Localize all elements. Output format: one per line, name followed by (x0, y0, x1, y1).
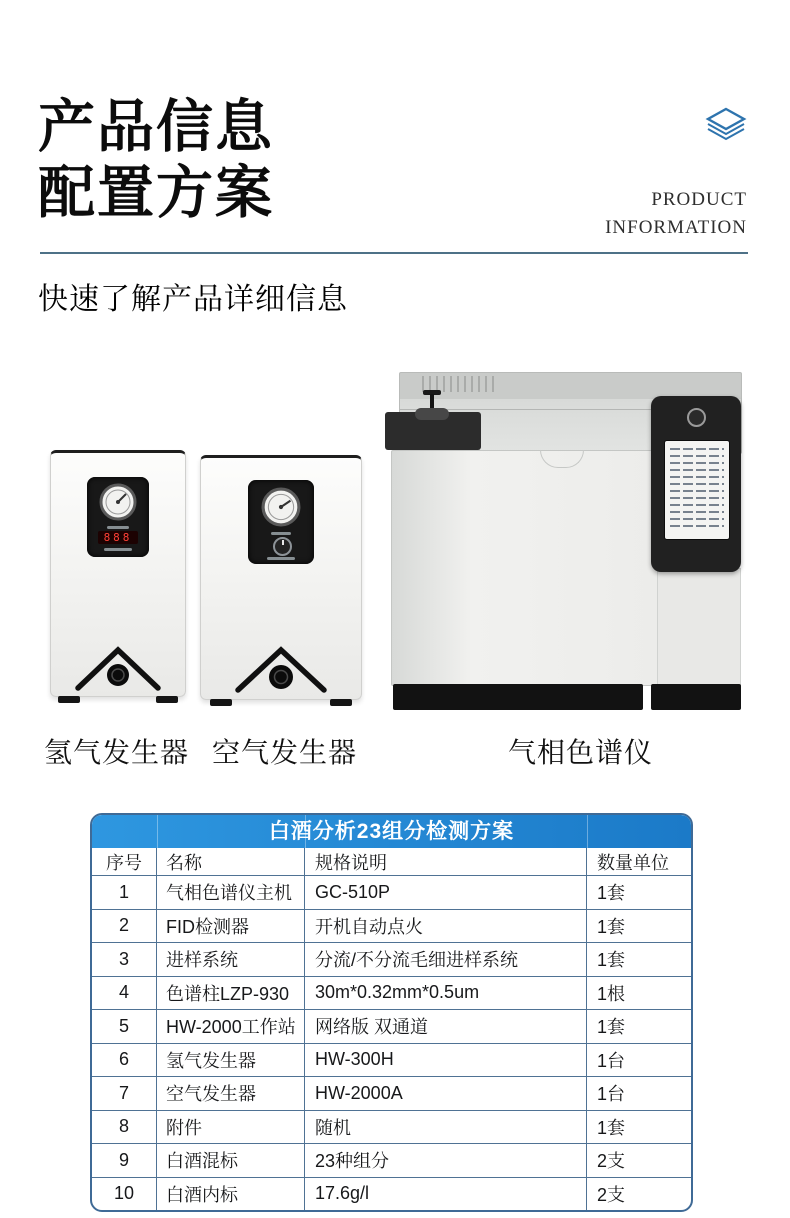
gc-base (651, 684, 741, 710)
table-cell: 6 (92, 1044, 157, 1077)
table-cell: 1套 (597, 916, 626, 937)
device-foot (58, 696, 80, 703)
table-cell: HW-2000工作站 (157, 1010, 305, 1043)
page-title-line1: 产品信息 (38, 94, 274, 160)
gas-chromatograph-image (385, 368, 743, 712)
heading-divider (40, 252, 748, 254)
caption-hydrogen-generator: 氢气发生器 (44, 737, 190, 768)
table-cell: 氢气发生器 (157, 1044, 305, 1077)
en-line1: PRODUCT (651, 189, 747, 210)
pressure-gauge-icon (261, 487, 301, 532)
table-cell: 网络版 双通道 (305, 1010, 587, 1043)
table-row (92, 1010, 691, 1044)
table-row (92, 910, 691, 944)
led-display: 888 (98, 531, 138, 544)
title-divider (587, 815, 588, 848)
table-cell: 色谱柱LZP-930 (157, 977, 305, 1010)
table-cell: GC-510P (305, 876, 587, 909)
table-cell: HW-2000A (305, 1077, 587, 1110)
table-cell: 1套 (597, 1117, 626, 1138)
column-header-qty: 数量单位 (597, 852, 669, 873)
caption-gas-chromatograph: 气相色谱仪 (508, 737, 654, 768)
table-row (92, 1077, 691, 1111)
page-title-line2: 配置方案 (38, 160, 274, 226)
table-cell: 开机自动点火 (305, 910, 587, 943)
table-cell: 随机 (305, 1111, 587, 1144)
table-cell: FID检测器 (157, 910, 305, 943)
gc-side-body (657, 568, 741, 686)
table-cell: 1台 (597, 1050, 626, 1071)
table-row (92, 943, 691, 977)
table-cell: 白酒混标 (157, 1144, 305, 1177)
panel-label (104, 548, 132, 551)
door-handle-notch (540, 450, 584, 468)
table-cell: 空气发生器 (157, 1077, 305, 1110)
table-cell: 2支 (597, 1184, 626, 1205)
column-header-index: 序号 (92, 848, 157, 875)
vent-chevron (233, 640, 329, 699)
table-cell: 2 (92, 910, 157, 943)
table-row (92, 1044, 691, 1078)
device-foot (330, 699, 352, 706)
table-row (92, 1178, 691, 1211)
table-cell: 1套 (597, 950, 626, 971)
table-cell: 白酒内标 (157, 1178, 305, 1211)
tagline: 快速了解产品详细信息 (38, 283, 348, 316)
page-title (38, 94, 274, 226)
table-title-text: 白酒分析23组分检测方案 (268, 820, 515, 843)
layers-icon (704, 106, 748, 149)
table-header-row (92, 848, 691, 876)
product-information-english-label (605, 186, 747, 242)
table-title (92, 815, 691, 848)
panel-label (267, 557, 295, 560)
hydrogen-generator-image (50, 450, 186, 697)
product-spec-table (90, 813, 693, 1212)
table-row (92, 1111, 691, 1145)
column-header-name: 名称 (157, 848, 305, 875)
table-cell: 5 (92, 1010, 157, 1043)
gc-base (393, 684, 643, 710)
panel-label (271, 532, 291, 535)
title-divider (305, 815, 306, 848)
table-cell: 30m*0.32mm*0.5um (305, 977, 587, 1010)
control-panel (248, 480, 314, 564)
table-cell: 1套 (597, 883, 626, 904)
table-cell: HW-300H (305, 1044, 587, 1077)
en-line2: INFORMATION (605, 217, 747, 238)
table-cell: 2支 (597, 1151, 626, 1172)
column-header-spec: 规格说明 (305, 848, 587, 875)
pressure-gauge-icon (99, 483, 137, 526)
screen-readout (670, 448, 724, 532)
vent-chevron (74, 640, 162, 697)
table-cell: 23种组分 (305, 1144, 587, 1177)
display-screen (664, 440, 730, 540)
table-row (92, 977, 691, 1011)
title-divider (157, 815, 158, 848)
caption-air-generator: 空气发生器 (212, 737, 358, 768)
table-cell: 1套 (597, 1017, 626, 1038)
table-cell: 1 (92, 876, 157, 909)
gc-control-panel (651, 396, 741, 572)
table-cell: 1台 (597, 1084, 626, 1105)
device-foot (156, 696, 178, 703)
injector-plate (415, 408, 449, 420)
panel-label (107, 526, 129, 529)
table-cell: 10 (92, 1178, 157, 1211)
table-cell: 17.6g/l (305, 1178, 587, 1211)
power-button-icon (687, 408, 706, 427)
table-cell: 气相色谱仪主机 (157, 876, 305, 909)
table-cell: 3 (92, 943, 157, 976)
air-generator-image (200, 455, 362, 700)
adjust-knob (273, 537, 292, 556)
table-cell: 附件 (157, 1111, 305, 1144)
table-cell: 1根 (597, 983, 626, 1004)
table-cell: 7 (92, 1077, 157, 1110)
table-cell: 8 (92, 1111, 157, 1144)
table-row (92, 876, 691, 910)
table-cell: 进样系统 (157, 943, 305, 976)
table-cell: 4 (92, 977, 157, 1010)
table-row (92, 1144, 691, 1178)
device-foot (210, 699, 232, 706)
table-body (92, 876, 691, 1210)
control-panel (87, 477, 149, 557)
table-cell: 9 (92, 1144, 157, 1177)
table-cell: 分流/不分流毛细进样系统 (305, 943, 587, 976)
